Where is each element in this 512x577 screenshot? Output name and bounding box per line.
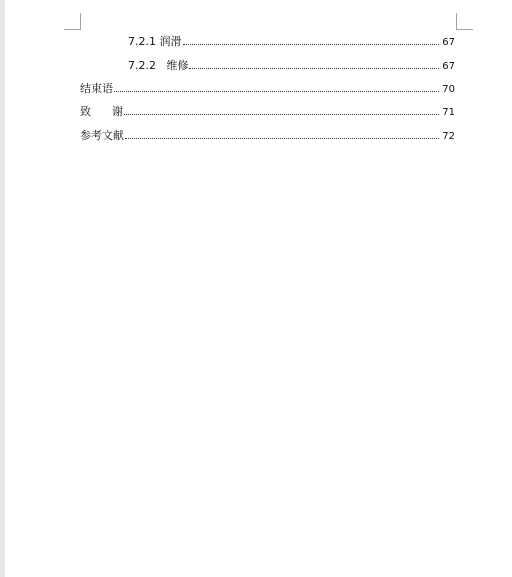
toc-page-number: 72 <box>442 131 455 142</box>
toc-dot-leader <box>125 138 439 139</box>
toc-dot-leader <box>189 68 439 69</box>
toc-page-number: 70 <box>442 84 455 95</box>
toc-entry-acknowledgements[interactable] <box>80 104 455 120</box>
document-page[interactable] <box>5 0 512 577</box>
toc-entry-title: 结束语 <box>80 82 113 95</box>
toc-entry-title: 7.2.1 润滑 <box>128 35 182 48</box>
toc-entry-7-2-1[interactable] <box>128 34 455 50</box>
toc-entry-7-2-2[interactable] <box>128 58 455 74</box>
toc-page-number: 67 <box>442 37 455 48</box>
toc-entry-title: 参考文献 <box>80 129 124 142</box>
toc-entry-title: 致 谢 <box>80 105 123 118</box>
toc-dot-leader <box>183 44 440 45</box>
toc-dot-leader <box>124 114 439 115</box>
toc-entry-references[interactable] <box>80 128 455 144</box>
toc-page-number: 71 <box>442 107 455 118</box>
toc-page-number: 67 <box>442 61 455 72</box>
toc-entry-conclusion[interactable] <box>80 81 455 97</box>
toc-dot-leader <box>114 91 439 92</box>
toc-entry-title: 7.2.2 维修 <box>128 59 189 72</box>
top-right-margin-marker <box>456 13 473 30</box>
top-left-margin-marker <box>64 13 81 30</box>
